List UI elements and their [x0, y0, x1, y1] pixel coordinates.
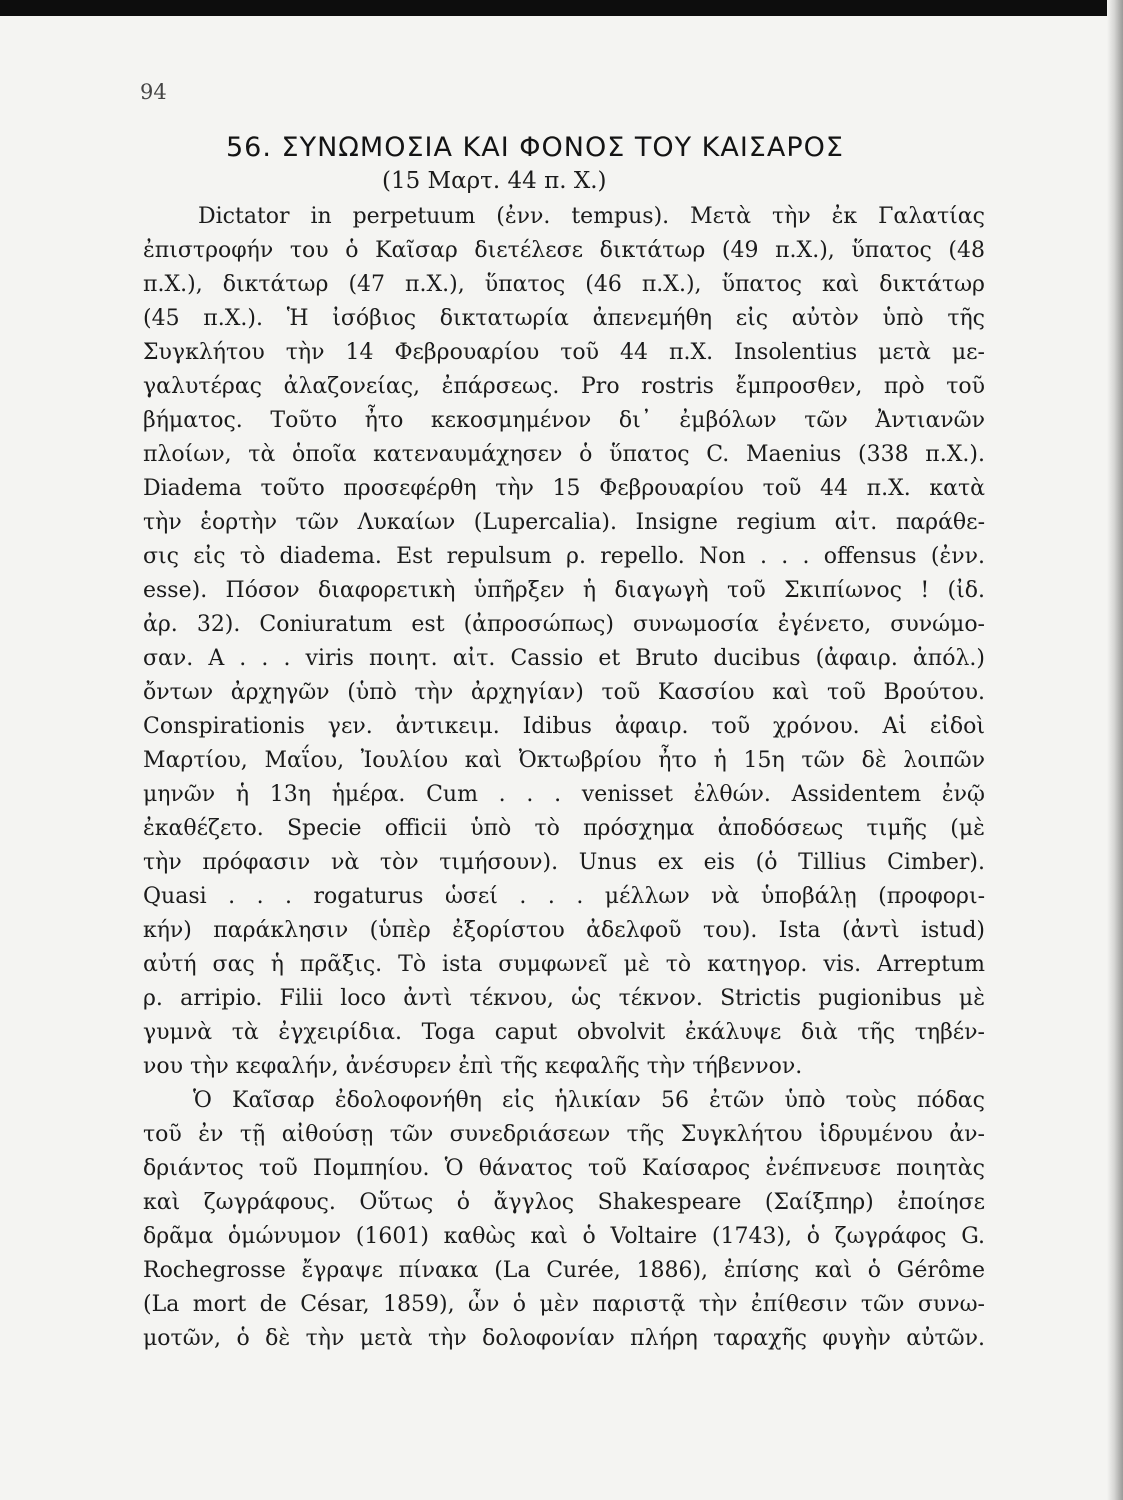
text-line: Συγκλήτου τὴν 14 Φεβρουαρίου τοῦ 44 π.Χ. Insolentius μετὰ με- — [143, 340, 985, 365]
body-text — [143, 200, 985, 1356]
text-line: τὴν ἑορτὴν τῶν Λυκαίων (Lupercalia). Insigne regium αἰτ. παράθε- — [143, 510, 985, 535]
text-line: μηνῶν ἡ 13η ἡμέρα. Cum . . . venisset ἐλθών. Assidentem ἐνῷ — [143, 782, 985, 807]
paragraph-2 — [143, 1084, 985, 1356]
text-line: π.Χ.), δικτάτωρ (47 π.Χ.), ὕπατος (46 π.Χ.), ὕπατος καὶ δικτάτωρ — [143, 272, 985, 297]
scan-top-border — [0, 0, 1123, 16]
text-line: πλοίων, τὰ ὁποῖα κατεναυμάχησεν ὁ ὕπατος C. Maenius (338 π.Χ.). — [143, 442, 985, 467]
section-date: (15 Μαρτ. 44 π. Χ.) — [382, 168, 607, 194]
text-line: Μαρτίου, Μαΐου, Ἰουλίου καὶ Ὀκτωβρίου ἦτο ἡ 15η τῶν δὲ λοιπῶν — [143, 748, 985, 773]
text-line: καὶ ζωγράφους. Οὕτως ὁ ἄγγλος Shakespeare (Σαίξπηρ) ἐποίησε — [143, 1190, 985, 1215]
text-line: ἐπιστροφήν του ὁ Καῖσαρ διετέλεσε δικτάτωρ (49 π.Χ.), ὕπατος (48 — [143, 238, 985, 263]
text-line: Conspirationis γεν. ἀντικειμ. Idibus ἀφαιρ. τοῦ χρόνου. Αἱ εἰδοὶ — [143, 714, 985, 739]
text-line: σις εἰς τὸ diadema. Est repulsum ρ. repello. Non . . . offensus (ἐνν. — [143, 544, 985, 569]
text-line: νου τὴν κεφαλήν, ἀνέσυρεν ἐπὶ τῆς κεφαλῆς τὴν τήβεννον. — [143, 1054, 803, 1079]
text-line: esse). Πόσον διαφορετικὴ ὑπῆρξεν ἡ διαγωγὴ τοῦ Σκιπίωνος ! (ἰδ. — [143, 578, 985, 603]
page-number: 94 — [140, 80, 167, 104]
text-line: ὄντων ἀρχηγῶν (ὑπὸ τὴν ἀρχηγίαν) τοῦ Κασσίου καὶ τοῦ Βρούτου. — [143, 680, 985, 705]
text-line: σαν. A . . . viris ποιητ. αἰτ. Cassio et Bruto ducibus (ἀφαιρ. ἀπόλ.) — [143, 646, 985, 671]
text-line: γαλυτέρας ἀλαζονείας, ἐπάρσεως. Pro rostris ἔμπροσθεν, πρὸ τοῦ — [143, 374, 985, 399]
section-title: 56. ΣΥΝΩΜΟΣΙΑ ΚΑΙ ΦΟΝΟΣ ΤΟΥ ΚΑΙΣΑΡΟΣ — [226, 132, 844, 163]
text-line: Rochegrosse ἔγραψε πίνακα (La Curée, 1886), ἐπίσης καὶ ὁ Gérôme — [143, 1258, 985, 1283]
text-line: (La mort de César, 1859), ὧν ὁ μὲν παριστᾷ τὴν ἐπίθεσιν τῶν συνω- — [143, 1292, 985, 1317]
text-line: τὴν πρόφασιν νὰ τὸν τιμήσουν). Unus ex eis (ὁ Tillius Cimber). — [143, 850, 985, 875]
page-right-edge-shadow — [1107, 0, 1123, 1500]
text-line: γυμνὰ τὰ ἐγχειρίδια. Toga caput obvolvit ἐκάλυψε διὰ τῆς τηβέν- — [143, 1020, 985, 1045]
text-line: Diadema τοῦτο προσεφέρθη τὴν 15 Φεβρουαρίου τοῦ 44 π.Χ. κατὰ — [143, 476, 985, 501]
text-line: δριάντος τοῦ Πομπηίου. Ὁ θάνατος τοῦ Καίσαρος ἐνέπνευσε ποιητὰς — [143, 1156, 985, 1181]
text-line: Quasi . . . rogaturus ὡσεί . . . μέλλων νὰ ὑποβάλῃ (προφορι- — [143, 884, 985, 909]
text-line: αὐτή σας ἡ πρᾶξις. Τὸ ista συμφωνεῖ μὲ τὸ κατηγορ. vis. Arreptum — [143, 952, 985, 977]
text-line: βήματος. Τοῦτο ἦτο κεκοσμημένον δι᾽ ἐμβόλων τῶν Ἀντιανῶν — [143, 408, 985, 433]
text-line: Ὁ Καῖσαρ ἐδολοφονήθη εἰς ἡλικίαν 56 ἐτῶν ὑπὸ τοὺς πόδας — [193, 1088, 985, 1113]
text-line: μοτῶν, ὁ δὲ τὴν μετὰ τὴν δολοφονίαν πλήρη ταραχῆς φυγὴν αὐτῶν. — [143, 1326, 985, 1351]
text-line: ἀρ. 32). Coniuratum est (ἀπροσώπως) συνωμοσία ἐγένετο, συνώμο- — [143, 612, 985, 637]
text-line: δρᾶμα ὁμώνυμον (1601) καθὼς καὶ ὁ Voltaire (1743), ὁ ζωγράφος G. — [143, 1224, 985, 1249]
text-line: (45 π.Χ.). Ἡ ἰσόβιος δικτατωρία ἀπενεμήθη εἰς αὐτὸν ὑπὸ τῆς — [143, 306, 985, 331]
text-line: Dictator in perpetuum (ἐνν. tempus). Μετὰ τὴν ἐκ Γαλατίας — [198, 204, 985, 229]
text-line: ἐκαθέζετο. Specie officii ὑπὸ τὸ πρόσχημα ἀποδόσεως τιμῆς (μὲ — [143, 816, 985, 841]
text-line: ρ. arripio. Filii loco ἀντὶ τέκνου, ὡς τέκνον. Strictis pugionibus μὲ — [143, 986, 985, 1011]
paragraph-1 — [143, 200, 985, 1084]
text-line: κήν) παράκλησιν (ὑπὲρ ἐξορίστου ἀδελφοῦ του). Ista (ἀντὶ istud) — [143, 918, 985, 943]
text-line: τοῦ ἐν τῇ αἰθούσῃ τῶν συνεδριάσεων τῆς Συγκλήτου ἱδρυμένου ἀν- — [143, 1122, 985, 1147]
